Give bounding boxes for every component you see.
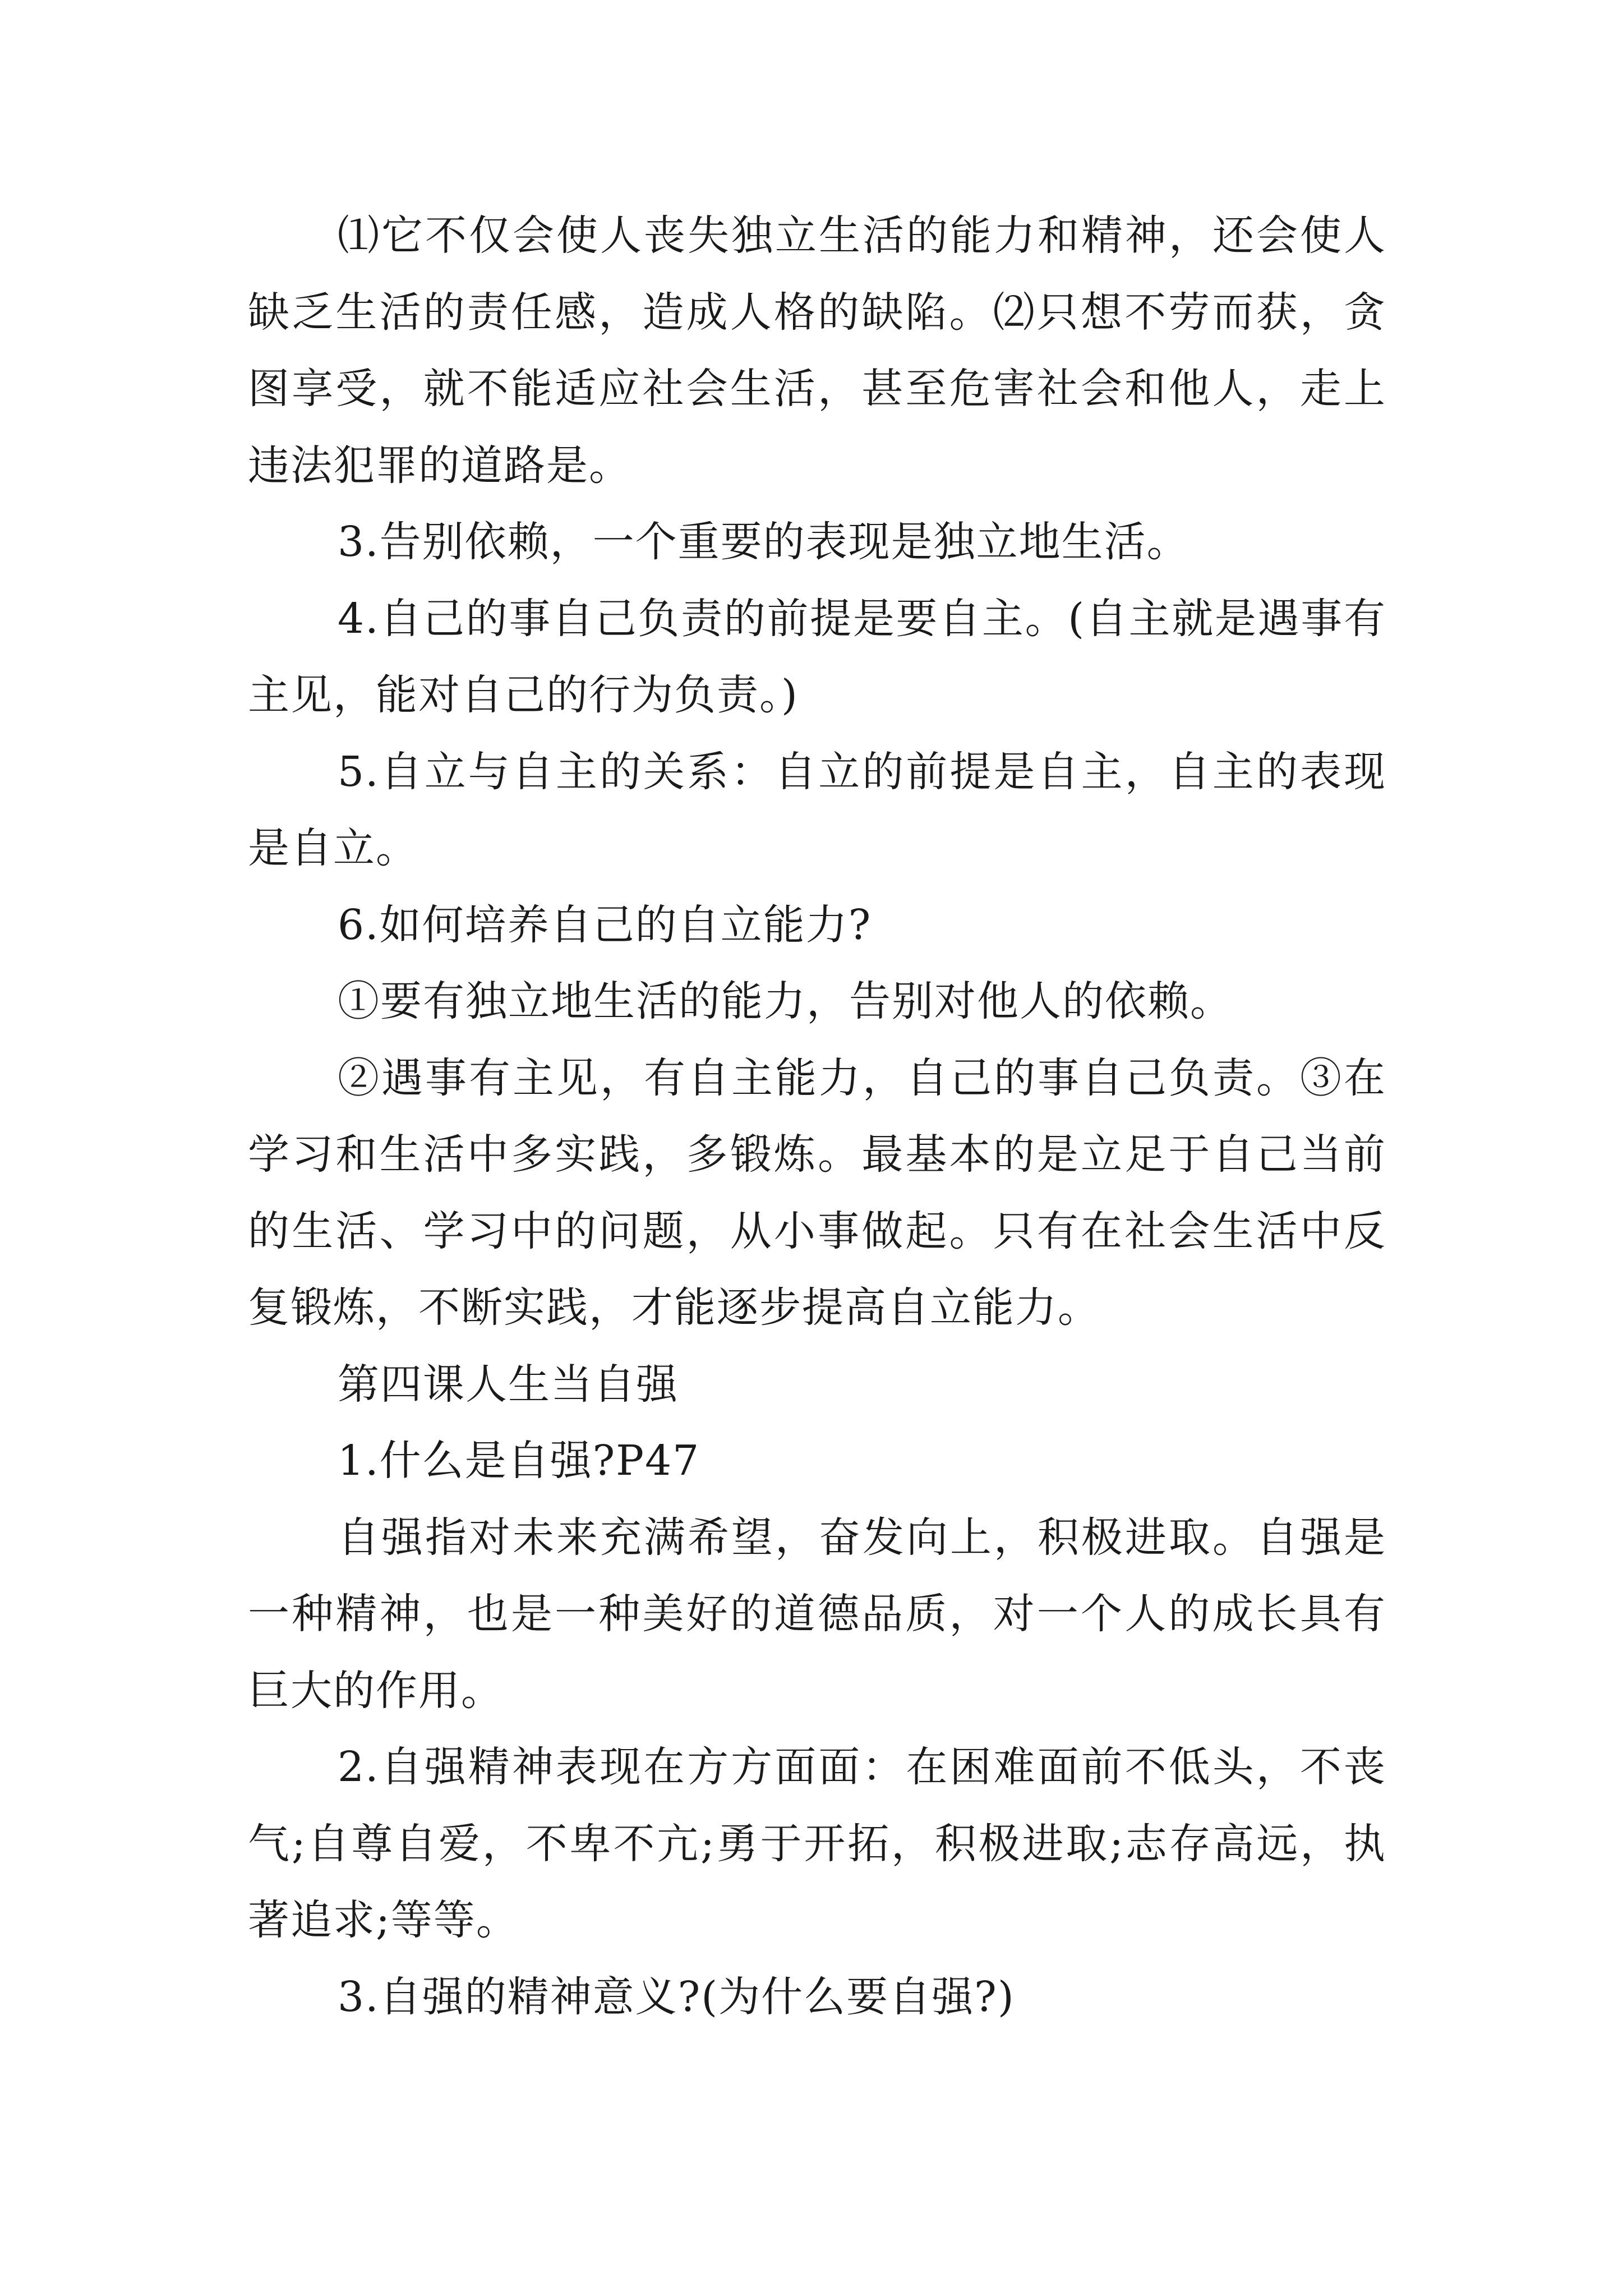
paragraph-item-1: ①要有独立地生活的能力，告别对他人的依赖。 bbox=[338, 977, 1233, 1025]
paragraph-definition: 自强指对未来充满希望，奋发向上，积极进取。自强是一种精神，也是一种美好的道德品质，对一个人的成长具有巨大的作用。 bbox=[248, 1513, 1386, 1715]
paragraph-question-1: 1.什么是自强?P47 bbox=[338, 1437, 700, 1485]
paragraph-point-5: 5.自立与自主的关系：自立的前提是自主，自主的表现是自立。 bbox=[248, 747, 1386, 872]
paragraph-question-3: 3.自强的精神意义?(为什么要自强?) bbox=[338, 1972, 1015, 2021]
paragraph-item-2-3: ②遇事有主见，有自主能力，自己的事自己负责。③在学习和生活中多实践，多锻炼。最基本的是立足于自己当前的生活、学习中的问题，从小事做起。只有在社会生活中反复锻炼，不断实践，才能逐步提高自立能力。 bbox=[248, 1053, 1386, 1332]
paragraph-point-3: 3.告别依赖，一个重要的表现是独立地生活。 bbox=[338, 518, 1189, 566]
paragraph-point-6: 6.如何培养自己的自立能力? bbox=[338, 900, 872, 949]
lesson-heading: 第四课人生当自强 bbox=[338, 1360, 679, 1409]
paragraph-dependence-harm: ⑴它不仅会使人丧失独立生活的能力和精神，还会使人缺乏生活的责任感，造成人格的缺陷。⑵只想不劳而获，贪图享受，就不能适应社会生活，甚至危害社会和他人，走上违法犯罪的道路是。 bbox=[248, 211, 1386, 490]
paragraph-point-4: 4.自己的事自己负责的前提是要自主。(自主就是遇事有主见，能对自己的行为负责。) bbox=[248, 594, 1386, 719]
paragraph-point-2: 2.自强精神表现在方方面面：在困难面前不低头，不丧气;自尊自爱，不卑不亢;勇于开拓，积极进取;志存高远，执著追求;等等。 bbox=[248, 1743, 1386, 1944]
document-body bbox=[248, 197, 1386, 2035]
